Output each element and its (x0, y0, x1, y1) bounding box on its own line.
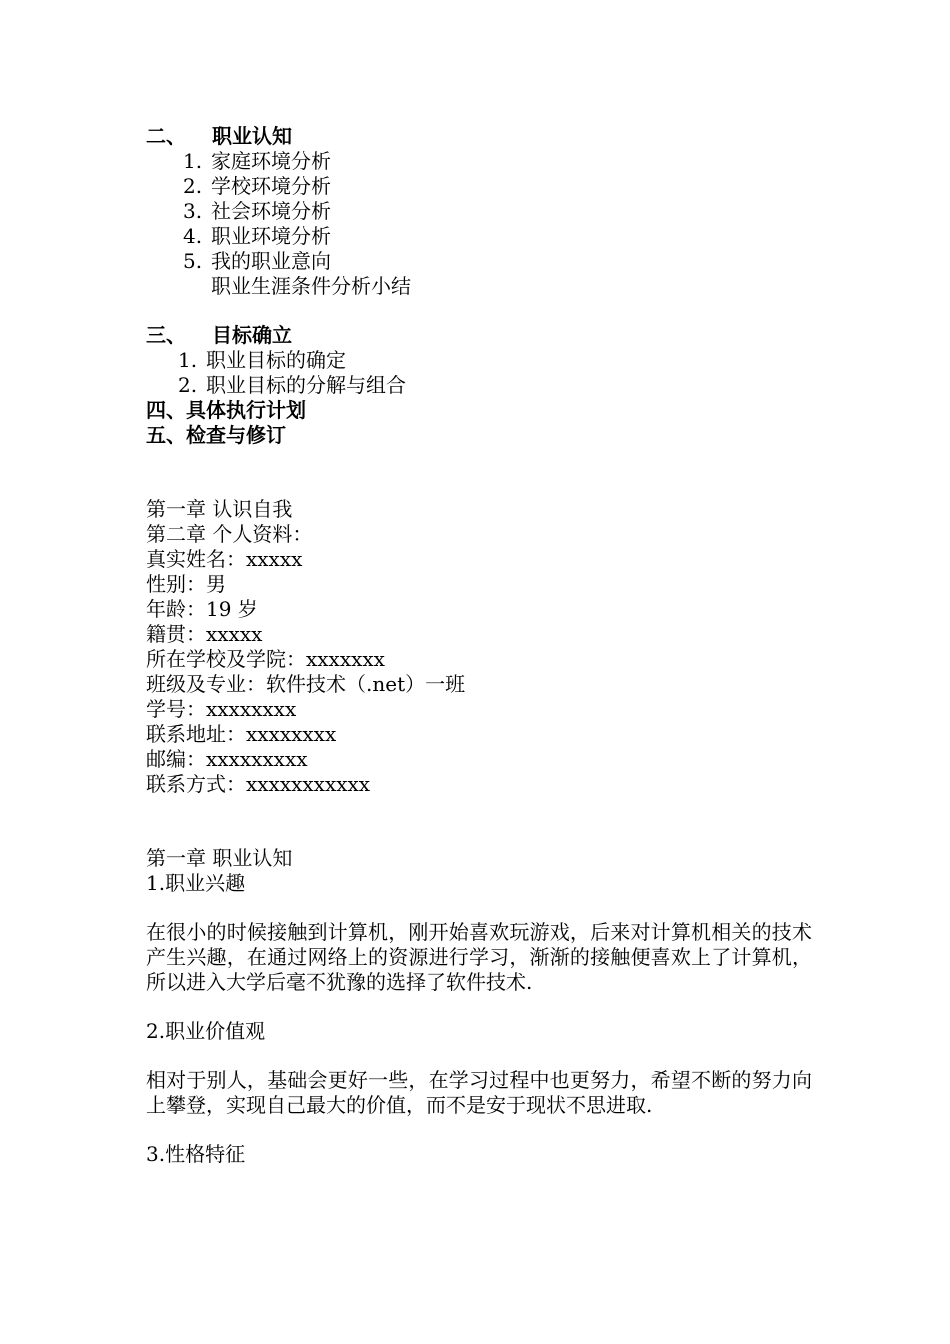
outline-item (183, 199, 331, 224)
chapter-title: 第一章 职业认知 (146, 846, 293, 870)
outline-item-num: 4. (183, 224, 203, 248)
outline-item (178, 348, 346, 373)
outline-item (183, 224, 331, 249)
profile-field: 籍贯：xxxxx (146, 622, 263, 646)
outline-item-text: 我的职业意向 (211, 249, 331, 273)
outline-item-num: 2. (183, 174, 203, 198)
outline-item-text: 职业目标的分解与组合 (206, 373, 406, 397)
outline-item (183, 249, 331, 274)
outline-item-text: 社会环境分析 (211, 199, 331, 223)
outline-item (178, 373, 406, 398)
paragraph: 在很小的时候接触到计算机，刚开始喜欢玩游戏，后来对计算机相关的技术产生兴趣，在通过网络上的资源进行学习，渐渐的接触便喜欢上了计算机，所以进入大学后毫不犹豫的选择了软件技术. (146, 920, 812, 994)
profile-field: 邮编：xxxxxxxxx (146, 747, 308, 771)
profile-field: 性别：男 (146, 572, 226, 596)
outline-heading-3 (146, 323, 292, 348)
section-heading: 2.职业价值观 (146, 1019, 266, 1043)
outline-heading-2 (146, 124, 292, 149)
outline-heading-2-num: 二、 (146, 124, 186, 148)
outline-item-num: 5. (183, 249, 203, 273)
outline-heading-5: 五、检查与修订 (146, 423, 286, 447)
profile-field: 学号：xxxxxxxx (146, 697, 297, 721)
outline-item-text: 学校环境分析 (211, 174, 331, 198)
profile-field: 联系方式：xxxxxxxxxxx (146, 772, 371, 796)
outline-item (183, 149, 331, 174)
profile-field: 班级及专业：软件技术（.net）一班 (146, 672, 466, 696)
outline-heading-3-num: 三、 (146, 323, 186, 347)
outline-item-num: 3. (183, 199, 203, 223)
profile-field: 年龄：19 岁 (146, 597, 258, 621)
section-heading: 1.职业兴趣 (146, 871, 246, 895)
outline-item-text: 职业环境分析 (211, 224, 331, 248)
outline-item-num: 1. (178, 348, 198, 372)
outline-item-num: 2. (178, 373, 198, 397)
outline-heading-4: 四、具体执行计划 (146, 398, 306, 422)
outline-item-num: 1. (183, 149, 203, 173)
outline-item-text: 职业目标的确定 (206, 348, 346, 372)
outline-item (183, 174, 331, 199)
profile-field: 所在学校及学院：xxxxxxx (146, 647, 385, 671)
profile-field: 联系地址：xxxxxxxx (146, 722, 337, 746)
outline-heading-2-title: 职业认知 (212, 124, 292, 148)
outline-item-text: 家庭环境分析 (211, 149, 331, 173)
paragraph: 相对于别人，基础会更好一些，在学习过程中也更努力，希望不断的努力向上攀登，实现自己最大的价值，而不是安于现状不思进取. (146, 1068, 812, 1117)
profile-field: 真实姓名：xxxxx (146, 547, 303, 571)
section-heading: 3.性格特征 (146, 1142, 246, 1166)
chapter-title: 第一章 认识自我 (146, 497, 293, 521)
outline-summary: 职业生涯条件分析小结 (211, 274, 411, 298)
outline-heading-3-title: 目标确立 (212, 323, 292, 347)
chapter-title: 第二章 个人资料： (146, 522, 313, 546)
